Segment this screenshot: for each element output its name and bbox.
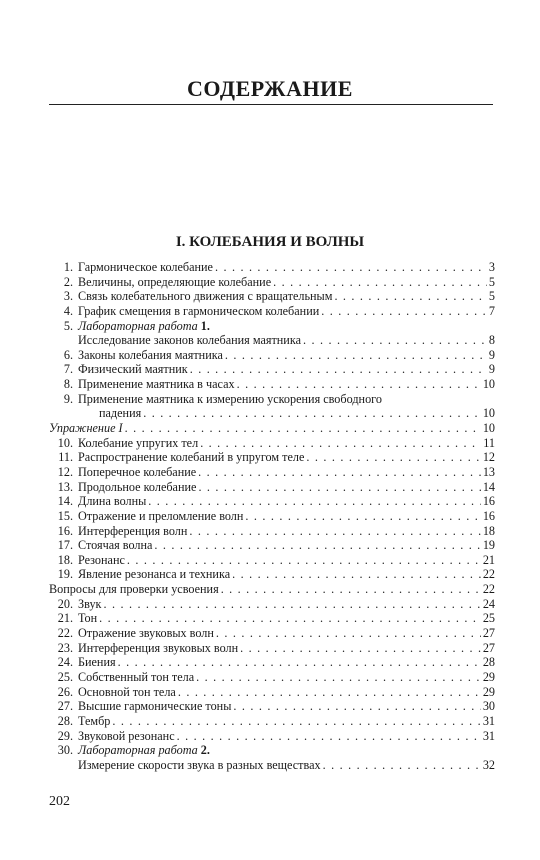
entry-number: 3. (63, 289, 73, 304)
entry-title: Применение маятника к измерению ускорения свободного (78, 391, 382, 406)
entry-title: Биения (78, 655, 116, 670)
leader-dots (306, 450, 480, 465)
leader-dots (198, 465, 481, 480)
leader-dots (245, 509, 480, 524)
entry-number: 30. (57, 743, 73, 758)
entry-page: 27 (482, 640, 495, 655)
entry-title: Измерение скорости звука в разных веществах (78, 757, 321, 772)
lab-work-number: 2. (200, 743, 210, 758)
entry-page: 30 (482, 699, 495, 714)
section-heading: I. КОЛЕБАНИЯ И ВОЛНЫ (175, 234, 365, 250)
entry-number: 4. (63, 303, 73, 318)
entry-page: 31 (482, 728, 495, 743)
entry-page: 8 (488, 333, 495, 348)
leader-dots (178, 685, 481, 700)
entry-number: 7. (63, 362, 73, 377)
toc-entry (49, 641, 495, 656)
entry-title-continued: падения (99, 406, 142, 421)
entry-title: Явление резонанса и техника (78, 567, 231, 582)
entry-title: Высшие гармонические тоны (78, 699, 232, 714)
leader-dots (189, 524, 480, 539)
entry-number: 12. (57, 464, 73, 479)
toc-entry (49, 319, 495, 334)
toc-entry (49, 275, 495, 290)
entry-page: 25 (482, 611, 495, 626)
entry-page: 12 (482, 450, 495, 465)
toc-entry (49, 392, 495, 407)
entry-page: 19 (482, 538, 495, 553)
entry-title: Собственный тон тела (78, 669, 195, 684)
lab-work-label: Лабораторная работа (78, 743, 198, 758)
entry-title: Резонанс (78, 552, 125, 567)
toc-entry (49, 260, 495, 275)
entry-page: 24 (482, 596, 495, 611)
entry-number: 15. (57, 508, 73, 523)
entry-number: 26. (57, 684, 73, 699)
leader-dots (237, 377, 481, 392)
entry-number: 17. (57, 538, 73, 553)
page-number: 202 (49, 794, 70, 809)
entry-number: 10. (57, 435, 73, 450)
toc-entry (49, 289, 495, 304)
toc-entry (49, 538, 495, 553)
lab-work-number: 1. (200, 318, 210, 333)
toc-entry (49, 509, 495, 524)
leader-dots (200, 436, 481, 451)
toc-entry (49, 714, 495, 729)
leader-dots (321, 304, 487, 319)
entry-number: 5. (63, 318, 73, 333)
toc-entry (49, 729, 495, 744)
leader-dots (233, 699, 480, 714)
entry-page: 27 (482, 626, 495, 641)
entry-number: 29. (57, 728, 73, 743)
entry-title: Гармоническое колебание (78, 260, 213, 274)
entry-title: График смещения в гармоническом колебании (78, 303, 320, 318)
entry-page: 7 (488, 303, 495, 318)
entry-title: Интерференция звуковых волн (78, 640, 239, 655)
entry-number: 22. (57, 626, 73, 641)
entry-number: 23. (57, 640, 73, 655)
entry-page: 32 (482, 757, 495, 772)
leader-dots (240, 641, 481, 656)
toc-entry (49, 611, 495, 626)
entry-page: 13 (482, 464, 495, 479)
toc-entry (49, 480, 495, 495)
entry-number: 27. (57, 699, 73, 714)
entry-title: Отражение звуковых волн (78, 626, 214, 641)
entry-number: 9. (63, 391, 73, 406)
entry-page: 9 (488, 362, 495, 377)
leader-dots (323, 758, 481, 773)
leader-dots (177, 729, 481, 744)
entry-number: 20. (57, 596, 73, 611)
entry-title: Длина волны (78, 494, 147, 509)
entry-title: Вопросы для проверки усвоения (49, 582, 219, 597)
entry-page: 22 (482, 567, 495, 582)
leader-dots (334, 289, 486, 304)
toc-entry (49, 582, 495, 597)
entry-page: 21 (482, 552, 495, 567)
leader-dots (125, 421, 481, 436)
toc-entry (49, 524, 495, 539)
entry-page: 9 (488, 347, 495, 362)
entry-title: Тембр (78, 713, 111, 728)
entry-title: Физический маятник (78, 362, 188, 377)
toc-entry (49, 670, 495, 685)
leader-dots (215, 260, 487, 275)
leader-dots (154, 538, 480, 553)
leader-dots (221, 582, 481, 597)
toc-entry (49, 567, 495, 582)
leader-dots (232, 567, 481, 582)
entry-page: 5 (488, 274, 495, 289)
entry-number: 21. (57, 611, 73, 626)
entry-page: 22 (482, 582, 495, 597)
entry-title: Тон (78, 611, 98, 626)
entry-number: 2. (63, 274, 73, 289)
entry-page: 16 (482, 508, 495, 523)
toc-entry (49, 699, 495, 714)
toc-entry (49, 685, 495, 700)
page-title: СОДЕРЖАНИЕ (187, 76, 353, 101)
toc-entry-continuation (49, 406, 495, 421)
entry-number: 16. (57, 523, 73, 538)
toc-entry-continuation (49, 333, 495, 348)
leader-dots (143, 406, 481, 421)
entry-number: 25. (57, 669, 73, 684)
leader-dots (118, 655, 481, 670)
leader-dots (103, 597, 480, 612)
entry-number: 11. (58, 450, 73, 465)
entry-page: 29 (482, 684, 495, 699)
entry-title: Звук (78, 596, 102, 611)
toc-entry (49, 450, 495, 465)
toc-entry (49, 597, 495, 612)
entry-number: 14. (57, 494, 73, 509)
leader-dots (196, 670, 481, 685)
leader-dots (273, 275, 487, 290)
toc-entry (49, 655, 495, 670)
toc-entry (49, 377, 495, 392)
entry-number: 19. (57, 567, 73, 582)
table-of-contents (49, 260, 495, 772)
toc-entry-continuation (49, 758, 495, 773)
entry-page: 3 (488, 260, 495, 274)
entry-number: 13. (57, 479, 73, 494)
toc-entry (49, 494, 495, 509)
entry-title: Упражнение I (49, 421, 123, 436)
toc-entry (49, 743, 495, 758)
leader-dots (127, 553, 481, 568)
leader-dots (190, 362, 487, 377)
toc-entry (49, 421, 495, 436)
entry-title: Звуковой резонанс (78, 728, 175, 743)
toc-entry (49, 348, 495, 363)
toc-entry (49, 436, 495, 451)
entry-page: 16 (482, 494, 495, 509)
leader-dots (216, 626, 481, 641)
toc-entry (49, 553, 495, 568)
entry-title: Величины, определяющие колебание (78, 274, 272, 289)
entry-title: Отражение и преломление волн (78, 508, 244, 523)
entry-page: 28 (482, 655, 495, 670)
leader-dots (225, 348, 487, 363)
entry-title: Основной тон тела (78, 684, 176, 699)
entry-title: Интерференция волн (78, 523, 188, 538)
toc-entry (49, 626, 495, 641)
leader-dots (112, 714, 480, 729)
leader-dots (303, 333, 487, 348)
entry-page: 5 (488, 289, 495, 304)
entry-page: 18 (482, 523, 495, 538)
toc-entry (49, 304, 495, 319)
entry-title: Связь колебательного движения с вращательным (78, 289, 333, 304)
entry-title: Стоячая волна (78, 538, 153, 553)
entry-title: Законы колебания маятника (78, 347, 223, 362)
entry-number: 8. (63, 377, 73, 392)
entry-title: Поперечное колебание (78, 464, 197, 479)
entry-page: 31 (482, 713, 495, 728)
entry-number: 1. (63, 260, 73, 274)
leader-dots (198, 480, 480, 495)
toc-entry (49, 362, 495, 377)
entry-page: 10 (482, 421, 495, 436)
toc-entry (49, 465, 495, 480)
entry-page: 10 (482, 406, 495, 421)
entry-page: 11 (483, 435, 495, 450)
entry-number: 6. (63, 347, 73, 362)
entry-page: 14 (482, 479, 495, 494)
leader-dots (148, 494, 481, 509)
entry-page: 10 (482, 377, 495, 392)
entry-title: Распространение колебаний в упругом теле (78, 450, 305, 465)
entry-title: Исследование законов колебания маятника (78, 333, 301, 348)
entry-title: Колебание упругих тел (78, 435, 199, 450)
entry-title: Продольное колебание (78, 479, 197, 494)
title-rule (49, 104, 493, 105)
entry-number: 18. (57, 552, 73, 567)
entry-title: Применение маятника в часах (78, 377, 235, 392)
entry-number: 28. (57, 713, 73, 728)
leader-dots (99, 611, 481, 626)
lab-work-label: Лабораторная работа (78, 318, 198, 333)
entry-number: 24. (57, 655, 73, 670)
entry-page: 29 (482, 669, 495, 684)
